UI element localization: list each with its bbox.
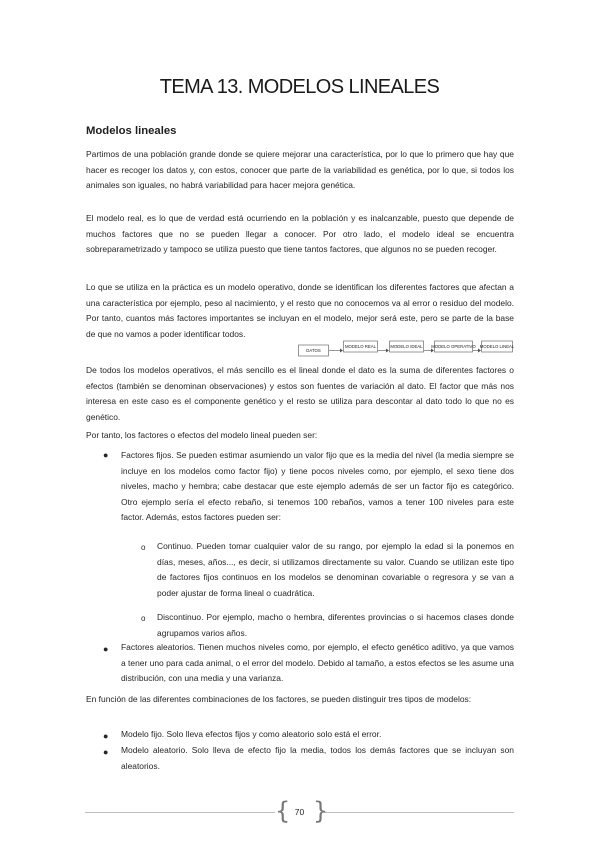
diagram-box-label: DATOS <box>306 348 321 353</box>
section-heading: Modelos lineales <box>86 125 177 137</box>
diagram-box-label: MODELO OPERATIVO <box>431 344 476 349</box>
page-title: TEMA 13. MODELOS LINEALES <box>159 76 440 98</box>
diagram-box-label: MODELO IDEAL <box>390 344 423 349</box>
circle-bullet-icon: o <box>141 543 146 552</box>
bullet-icon: ● <box>103 644 109 654</box>
footer-rule-right <box>324 812 514 813</box>
list-item-model: Modelo fijo. Solo lleva efectos fijos y como aleatorio solo está el error. <box>121 729 382 739</box>
left-brace-icon: { <box>275 797 291 825</box>
paragraph: De todos los modelos operativos, el más sencillo es el lineal donde el dato es la suma de diferentes factores o efectos (también se denominan observaciones) y estos son fuentes de variación al dato. El factor que más nos interesa en este caso es el componente genético y el resto se utiliza para descontar al dato todo lo que no es genético. <box>86 365 514 422</box>
circle-bullet-icon: o <box>141 614 146 623</box>
paragraph: Por tanto, los factores o efectos del modelo lineal pueden ser: <box>86 430 318 440</box>
right-brace-icon: } <box>313 797 329 825</box>
list-item-model: Modelo aleatorio. Solo lleva de efecto fijo la media, todos los demás factores que se incluyan son aleatorios. <box>121 745 514 771</box>
bullet-icon: ● <box>103 450 109 460</box>
list-item-random-factors: Factores aleatorios. Tienen muchos niveles como, por ejemplo, el efecto genético aditivo, ya que vamos a tener uno para cada animal, o el error del modelo. Debido al tamaño, a estos efectos se les asume una distribución, con una media y una varianza. <box>121 642 514 684</box>
list-item-fixed-factors: Factores fijos. Se pueden estimar asumiendo un valor fijo que es la media del nivel (la media siempre se incluye en los modelos como factor fijo) y tiene pocos niveles como, por ejemplo, el sexo tiene dos niveles, macho y hembra; cabe destacar que este ejemplo además de ser un factor fijo es categórico. Otro ejemplo sería el efecto rebaño, si tenemos 100 rebaños, vamos a tener 100 niveles para este factor. Además, estos factores pueden ser: <box>121 450 514 523</box>
bullet-icon: ● <box>103 747 109 757</box>
paragraph: En función de las diferentes combinaciones de los factores, se pueden distinguir tres tipos de modelos: <box>86 694 472 704</box>
paragraph: Lo que se utiliza en la práctica es un modelo operativo, donde se identifican los diferentes factores que afectan a una característica por ejemplo, peso al nacimiento, y el resto que no conocemos va al error o residuo del modelo. Por tanto, cuantos más factores importantes se incluyan en el modelo, mejor será este, pero se parte de la base de que no vamos a poder identificar todos. <box>86 282 514 339</box>
page-number: 70 <box>294 807 305 817</box>
diagram-box-label: MODELO LINEAL <box>479 344 514 349</box>
sublist-item-continuous: Continuo. Pueden tomar cualquier valor de su rango, por ejemplo la edad si la ponemos en días, meses, años..., es decir, si utilizamos directamente su valor. Cuando se utilizan este tipo de factores fijos continuos en los modelos se denominan covariable o regresora y se van a poder ajustar de forma lineal o cuadrática. <box>157 541 514 598</box>
sublist-item-discontinuous: Discontinuo. Por ejemplo, macho o hembra, diferentes provincias o si hacemos clases donde agrupamos varios años. <box>157 612 514 638</box>
paragraph: Partimos de una población grande donde se quiere mejorar una característica, por lo que lo primero que hay que hacer es recoger los datos y, con estos, conocer que parte de la variabilidad es genética, por lo que, si todos los animales son iguales, no habrá variabilidad para hacer mejora genética. <box>86 149 514 191</box>
bullet-icon: ● <box>103 731 109 741</box>
footer-rule-left <box>85 812 275 813</box>
paragraph: El modelo real, es lo que de verdad está ocurriendo en la población y es inalcanzable, puesto que depende de muchos factores que no se pueden llegar a conocer. Por otro lado, el modelo ideal se encuentra sobreparametrizado y tampoco se utiliza puesto que tiene tantos factores, que algunos no se pueden recoger. <box>86 213 514 255</box>
diagram-box-label: MODELO REAL <box>344 344 377 349</box>
